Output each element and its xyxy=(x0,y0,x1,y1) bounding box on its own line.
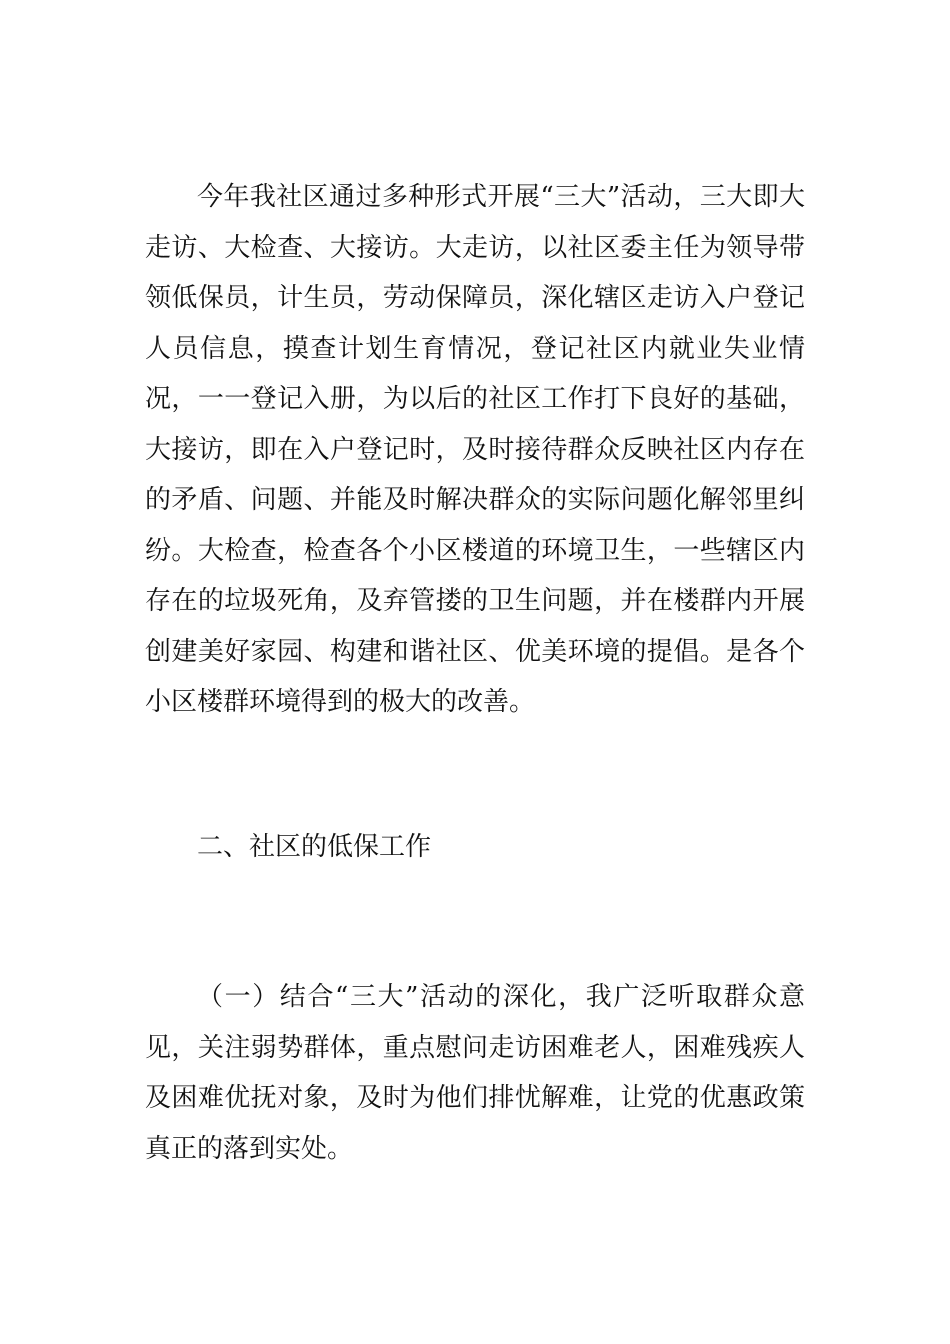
body-paragraph-three-big-activities: 今年我社区通过多种形式开展“三大”活动，三大即大走访、大检查、大接访。大走访，以社区委主任为领导带领低保员，计生员，劳动保障员，深化辖区走访入户登记人员信息，摸查计划生育情况，登记社区内就业失业情况，一一登记入册，为以后的社区工作打下良好的基础，大接访，即在入户登记时，及时接待群众反映社区内存在的矛盾、问题、并能及时解决群众的实际问题化解邻里纠纷。大检查，检查各个小区楼道的环境卫生，一些辖区内存在的垃圾死角，及弃管搂的卫生问题，并在楼群内开展创建美好家园、构建和谐社区、优美环境的提倡。是各个小区楼群环境得到的极大的改善。 xyxy=(145,182,805,717)
section-heading-low-income-work: 二、社区的低保工作 xyxy=(197,832,432,862)
subsection-paragraph-one: （一）结合“三大”活动的深化，我广泛听取群众意见，关注弱势群体，重点慰问走访困难老人，困难残疾人及困难优抚对象，及时为他们排忧解难，让党的优惠政策真正的落到实处。 xyxy=(145,982,805,1164)
